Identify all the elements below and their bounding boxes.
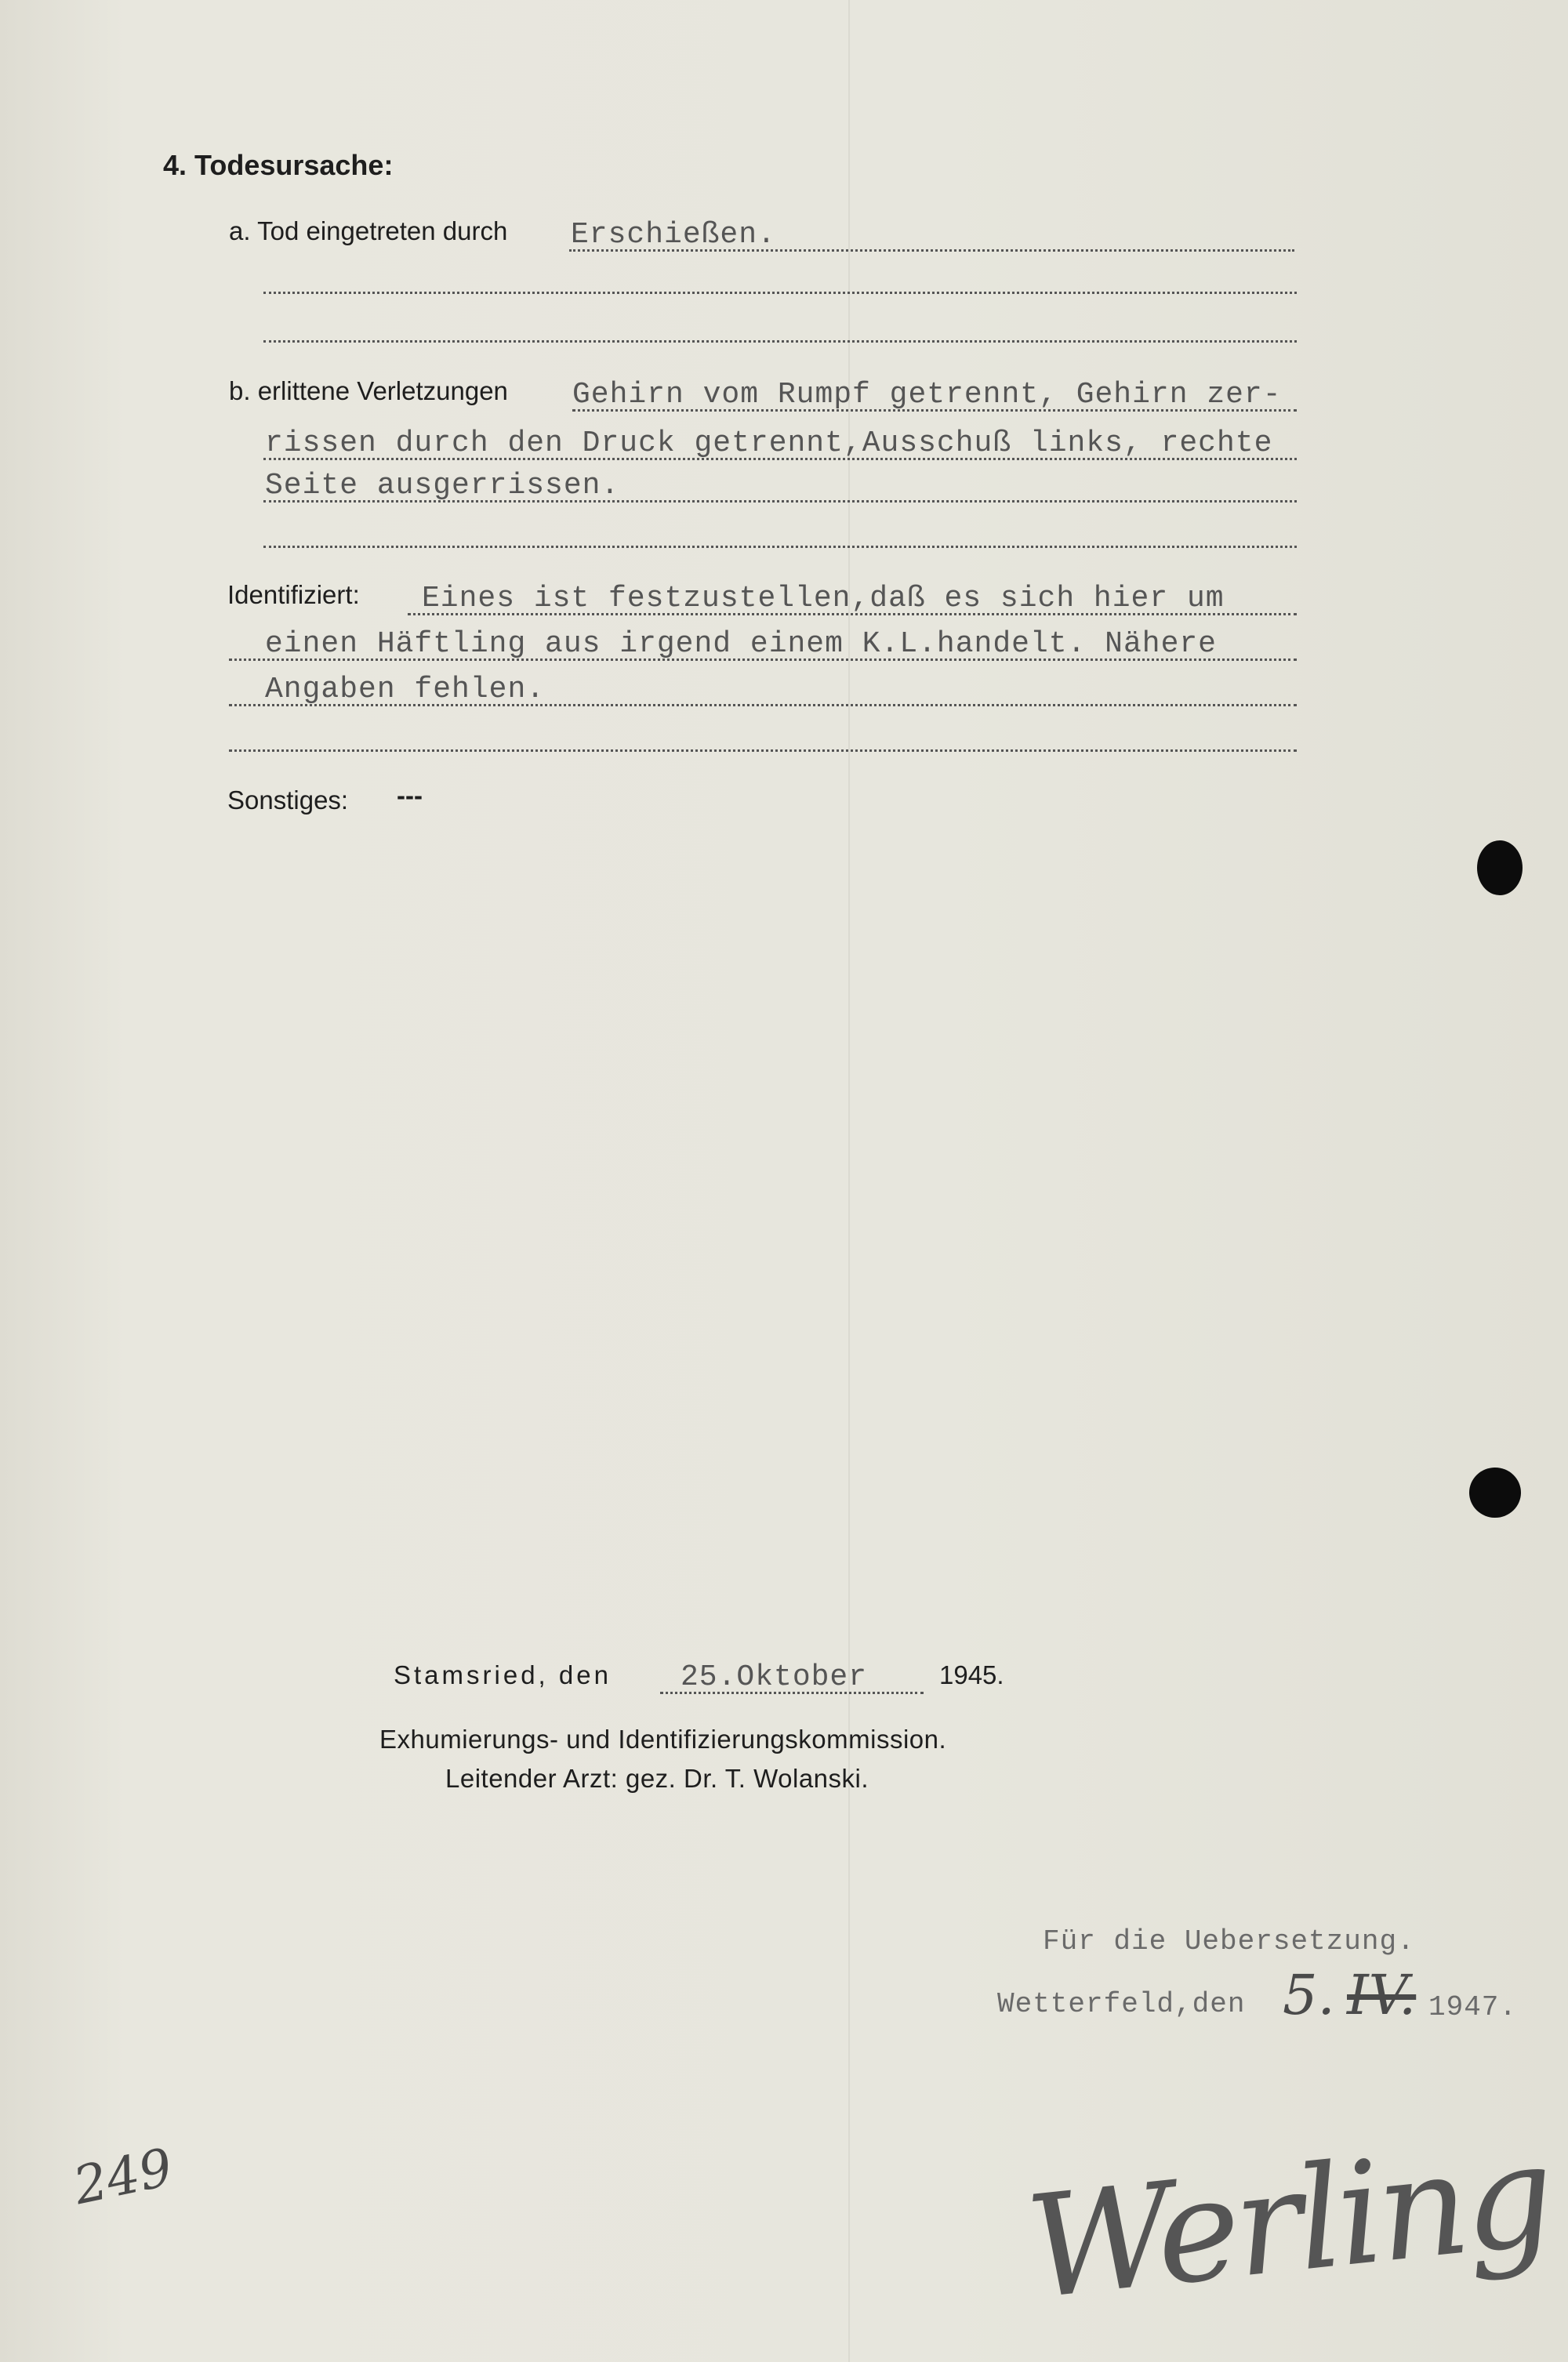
identified-dotted-line-1 (408, 613, 1297, 615)
injuries-dotted-line-3 (263, 500, 1297, 503)
signature: Werling (1019, 2113, 1558, 2331)
identified-dotted-line-2 (229, 659, 1297, 661)
page-fold-line (848, 0, 850, 2362)
translation-month: IV. (1347, 1963, 1417, 2027)
injuries-dotted-line-4 (263, 546, 1297, 548)
identified-line-3: Angaben fehlen. (265, 673, 546, 706)
doctor-line: Leitender Arzt: gez. Dr. T. Wolanski. (445, 1764, 869, 1793)
identified-dotted-line-4 (229, 749, 1297, 752)
cause-dotted-line (569, 249, 1294, 252)
translation-note: Für die Uebersetzung. (1043, 1925, 1415, 1957)
injuries-label: b. erlittene Verletzungen (229, 376, 508, 405)
other-value: --- (397, 781, 423, 810)
identified-dotted-line-3 (229, 704, 1297, 706)
punch-hole-bottom (1469, 1468, 1521, 1518)
injuries-line-1: Gehirn vom Rumpf getrennt, Gehirn zer- (572, 378, 1282, 412)
injuries-line-2: rissen durch den Druck getrennt,Ausschuß links, rechte (265, 426, 1273, 460)
translation-place: Wetterfeld,den (997, 1988, 1246, 2020)
identified-label: Identifiziert: (227, 580, 360, 609)
commission-line: Exhumierungs- und Identifizierungskommission. (379, 1725, 947, 1754)
cause-label: a. Tod eingetreten durch (229, 216, 508, 245)
punch-hole-top (1477, 840, 1523, 895)
blank-dotted-line-2 (263, 340, 1297, 343)
injuries-line-3: Seite ausgerrissen. (265, 469, 620, 503)
translation-year: 1947. (1428, 1991, 1518, 2023)
identified-line-2: einen Häftling aus irgend einem K.L.handelt. Nähere (265, 627, 1217, 661)
date-dotted-line (660, 1692, 924, 1694)
place-label: Stamsried, den (394, 1660, 612, 1689)
date-value: 25.Oktober (681, 1660, 868, 1694)
cause-value: Erschießen. (571, 218, 776, 252)
injuries-dotted-line-1 (572, 409, 1297, 412)
identified-line-1: Eines ist festzustellen,daß es sich hier um (422, 582, 1225, 615)
other-label: Sonstiges: (227, 786, 349, 815)
date-year: 1945. (939, 1660, 1004, 1689)
injuries-dotted-line-2 (263, 458, 1297, 460)
blank-dotted-line-1 (263, 292, 1297, 294)
section-heading: 4. Todesursache: (163, 149, 394, 181)
translation-day: 5. (1283, 1963, 1335, 2027)
margin-note: 249 (68, 2136, 178, 2217)
